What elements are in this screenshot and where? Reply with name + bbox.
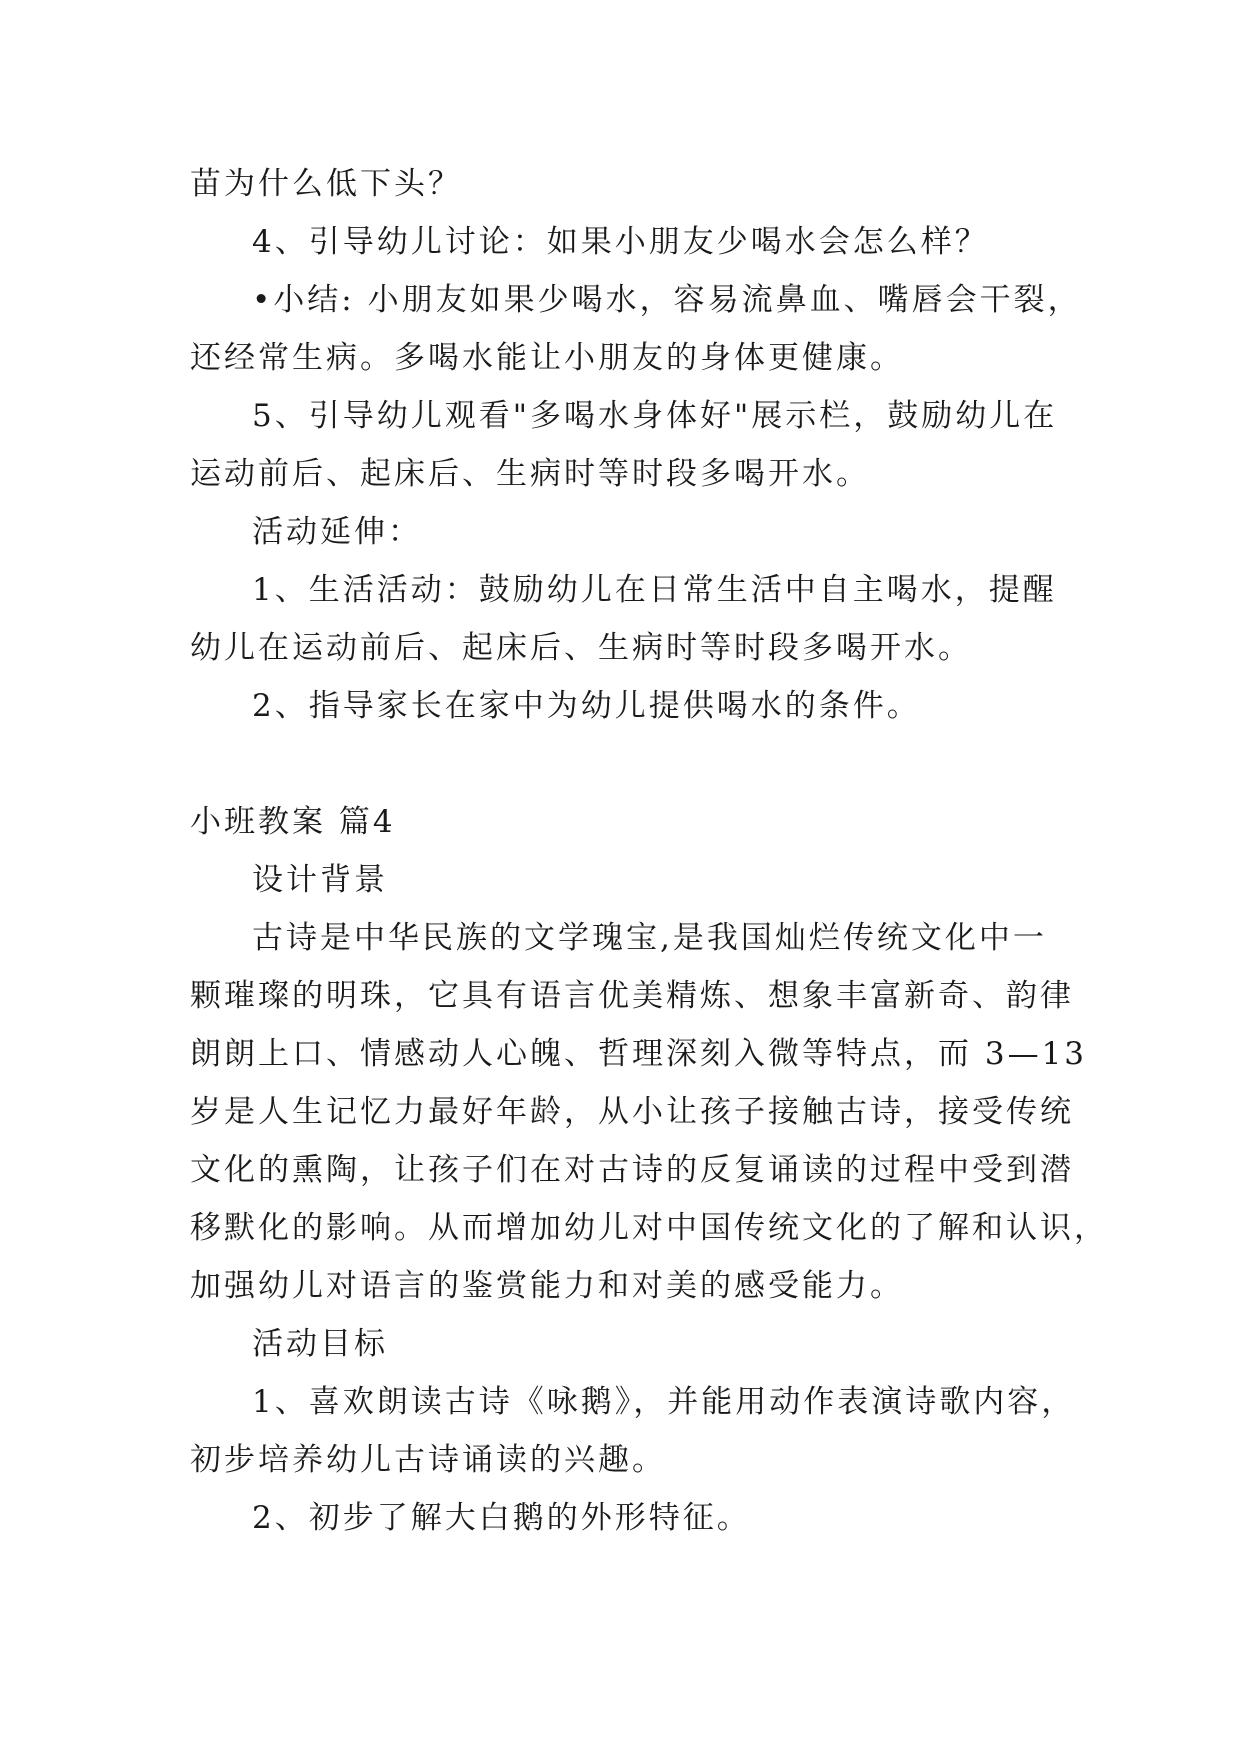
text-line: 4、引导幼儿讨论：如果小朋友少喝水会怎么样？	[252, 224, 989, 260]
text-line: 2、初步了解大白鹅的外形特征。	[252, 1500, 751, 1536]
text-line: 苗为什么低下头？	[190, 166, 462, 202]
section-heading: 活动延伸：	[252, 514, 422, 550]
text-line: •小结: 小朋友如果少喝水，容易流鼻血、嘴唇会干裂，	[252, 282, 1082, 318]
text-line: 1、生活活动：鼓励幼儿在日常生活中自主喝水，提醒	[252, 572, 1057, 608]
text-line: 移默化的影响。从而增加幼儿对中国传统文化的了解和认识，	[190, 1210, 1108, 1246]
text-line: 岁是人生记忆力最好年龄，从小让孩子接触古诗，接受传统	[190, 1094, 1074, 1130]
text-line: 5、引导幼儿观看"多喝水身体好"展示栏，鼓励幼儿在	[252, 398, 1058, 434]
text-line: 颗璀璨的明珠，它具有语言优美精炼、想象丰富新奇、韵律	[190, 978, 1074, 1014]
text-line: 加强幼儿对语言的鉴赏能力和对美的感受能力。	[190, 1268, 904, 1304]
section-heading: 活动目标	[252, 1326, 388, 1362]
text-line: 1、喜欢朗读古诗《咏鹅》，并能用动作表演诗歌内容，	[252, 1384, 1076, 1420]
text-line: 还经常生病。多喝水能让小朋友的身体更健康。	[190, 340, 904, 376]
chapter-title: 小班教案 篇4	[190, 804, 396, 840]
text-line: 运动前后、起床后、生病时等时段多喝开水。	[190, 456, 870, 492]
text-line: 文化的熏陶，让孩子们在对古诗的反复诵读的过程中受到潜	[190, 1152, 1074, 1188]
text-line: 朗朗上口、情感动人心魄、哲理深刻入微等特点，而 3—13	[190, 1036, 1088, 1072]
text-line: 幼儿在运动前后、起床后、生病时等时段多喝开水。	[190, 630, 972, 666]
text-line: 初步培养幼儿古诗诵读的兴趣。	[190, 1442, 666, 1478]
section-heading: 设计背景	[252, 862, 388, 898]
text-line: 2、指导家长在家中为幼儿提供喝水的条件。	[252, 688, 921, 724]
text-line: 古诗是中华民族的文学瑰宝,是我国灿烂传统文化中一	[252, 920, 1047, 956]
